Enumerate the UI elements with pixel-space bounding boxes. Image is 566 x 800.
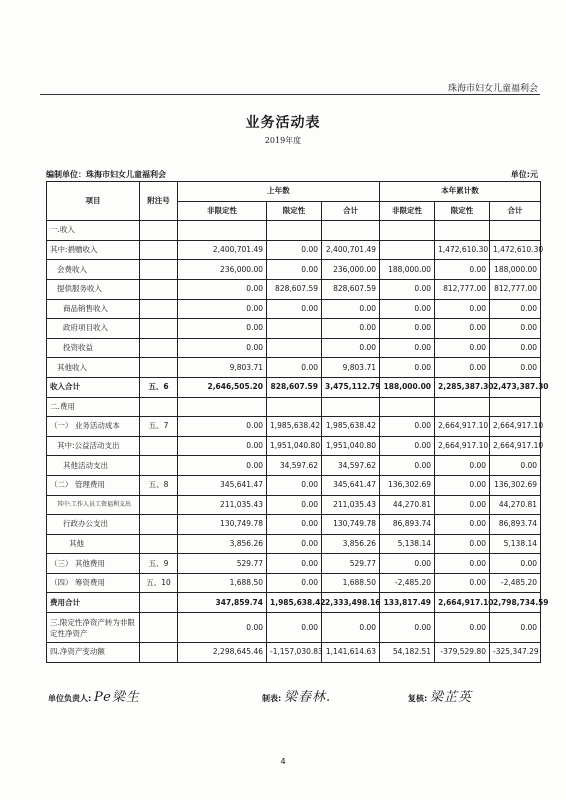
cell-prev-unrestricted: 345,641.47 [178, 475, 267, 495]
cell-prev-restricted: 0.00 [267, 475, 322, 495]
signature-maker-label: 制表: [262, 694, 282, 703]
cell-prev-unrestricted: 3,856.26 [178, 534, 267, 554]
cell-curr-restricted: 2,664,917.10 [435, 593, 490, 613]
cell-prev-unrestricted [178, 221, 267, 241]
signature-head [48, 686, 140, 705]
row-note [140, 358, 178, 378]
header-prev-total: 合计 [322, 201, 380, 221]
row-note: 五、8 [140, 475, 178, 495]
cell-curr-unrestricted: 0.00 [380, 613, 435, 643]
row-item-label: 二.费用 [47, 397, 140, 417]
cell-curr-total: 2,664,917.10 [490, 436, 541, 456]
cell-prev-total: 0.00 [322, 613, 380, 643]
cell-curr-total: 0.00 [490, 299, 541, 319]
cell-prev-unrestricted: 2,646,505.20 [178, 377, 267, 397]
row-note [140, 338, 178, 358]
cell-prev-total: 211,035.43 [322, 495, 380, 515]
cell-prev-total: 1,688.50 [322, 573, 380, 593]
cell-prev-restricted: 0.00 [267, 573, 322, 593]
cell-curr-unrestricted: 0.00 [380, 417, 435, 437]
row-note [140, 397, 178, 417]
signature-maker-mark: 梁春林. [284, 690, 332, 705]
signature-checker-label: 复核: [408, 694, 428, 703]
row-item-label: 提供服务收入 [47, 279, 140, 299]
cell-prev-unrestricted: 9,803.71 [178, 358, 267, 378]
cell-curr-total: 812,777.00 [490, 279, 541, 299]
cell-curr-unrestricted [380, 240, 435, 260]
row-item-label: 会费收入 [47, 260, 140, 280]
cell-curr-restricted: 0.00 [435, 534, 490, 554]
cell-curr-total: 136,302.69 [490, 475, 541, 495]
cell-prev-total: 1,141,614.63 [322, 643, 380, 663]
signature-checker [408, 686, 472, 705]
cell-prev-unrestricted: 0.00 [178, 319, 267, 339]
cell-curr-unrestricted: 0.00 [380, 358, 435, 378]
cell-prev-restricted: 1,985,638.42 [267, 593, 322, 613]
cell-prev-restricted: 0.00 [267, 240, 322, 260]
row-note [140, 456, 178, 476]
cell-prev-restricted: 0.00 [267, 554, 322, 574]
row-item-label: 其他 [47, 534, 140, 554]
cell-curr-restricted: 0.00 [435, 495, 490, 515]
cell-curr-unrestricted: 0.00 [380, 554, 435, 574]
row-note: 五、9 [140, 554, 178, 574]
cell-prev-restricted: 0.00 [267, 358, 322, 378]
table-row [47, 338, 541, 358]
row-note [140, 260, 178, 280]
row-item-label: 政府项目收入 [47, 319, 140, 339]
cell-prev-restricted: -1,157,030.83 [267, 643, 322, 663]
table-row [47, 573, 541, 593]
row-item-label: 三.限定性净资产转为非限定性净资产 [47, 613, 140, 643]
cell-prev-unrestricted [178, 397, 267, 417]
row-note [140, 593, 178, 613]
table-row [47, 240, 541, 260]
cell-curr-unrestricted [380, 397, 435, 417]
cell-prev-unrestricted: 2,400,701.49 [178, 240, 267, 260]
cell-curr-total: 2,664,917.10 [490, 417, 541, 437]
table-row [47, 515, 541, 535]
row-item-label: （三） 其他费用 [47, 554, 140, 574]
cell-prev-unrestricted: 0.00 [178, 417, 267, 437]
preparing-unit: 编制单位：珠海市妇女儿童福利会 [46, 170, 166, 179]
cell-prev-total: 3,856.26 [322, 534, 380, 554]
cell-prev-unrestricted: 236,000.00 [178, 260, 267, 280]
cell-prev-total [322, 221, 380, 241]
cell-prev-restricted: 1,985,638.42 [267, 417, 322, 437]
cell-curr-restricted: 0.00 [435, 573, 490, 593]
cell-curr-restricted: 1,472,610.30 [435, 240, 490, 260]
cell-prev-restricted [267, 338, 322, 358]
currency-unit: 单位:元 [510, 170, 538, 179]
table-row [47, 613, 541, 643]
row-note [140, 299, 178, 319]
row-note [140, 279, 178, 299]
row-item-label: 费用合计 [47, 593, 140, 613]
cell-curr-total: 0.00 [490, 338, 541, 358]
cell-prev-restricted: 0.00 [267, 515, 322, 535]
cell-prev-total: 9,803.71 [322, 358, 380, 378]
cell-prev-unrestricted: 0.00 [178, 456, 267, 476]
cell-curr-restricted: 0.00 [435, 338, 490, 358]
cell-curr-restricted: 0.00 [435, 515, 490, 535]
cell-prev-restricted: 828,607.59 [267, 377, 322, 397]
cell-prev-total: 3,475,112.79 [322, 377, 380, 397]
cell-prev-unrestricted: 0.00 [178, 299, 267, 319]
row-item-label: 其中:公益活动支出 [47, 436, 140, 456]
cell-curr-unrestricted: 188,000.00 [380, 260, 435, 280]
cell-prev-restricted: 828,607.59 [267, 279, 322, 299]
table-row [47, 221, 541, 241]
cell-prev-restricted: 0.00 [267, 534, 322, 554]
cell-curr-total [490, 397, 541, 417]
row-note [140, 643, 178, 663]
cell-prev-restricted: 0.00 [267, 260, 322, 280]
header-prev-year: 上年数 [178, 182, 380, 202]
row-note [140, 240, 178, 260]
table-row [47, 554, 541, 574]
table-row [47, 319, 541, 339]
cell-curr-total: 0.00 [490, 319, 541, 339]
cell-curr-total: 2,473,387.30 [490, 377, 541, 397]
row-note [140, 319, 178, 339]
row-item-label: 其他收入 [47, 358, 140, 378]
cell-curr-restricted: -379,529.80 [435, 643, 490, 663]
cell-curr-restricted: 2,664,917.10 [435, 436, 490, 456]
cell-prev-unrestricted: 2,298,645.46 [178, 643, 267, 663]
cell-prev-unrestricted: 1,688.50 [178, 573, 267, 593]
document-title: 业务活动表 [245, 115, 321, 131]
row-item-label: 一.收入 [47, 221, 140, 241]
row-item-label: 收入合计 [47, 377, 140, 397]
cell-prev-total: 1,951,040.80 [322, 436, 380, 456]
cell-curr-restricted: 0.00 [435, 358, 490, 378]
cell-prev-total: 2,400,701.49 [322, 240, 380, 260]
row-note [140, 495, 178, 515]
table-row [47, 299, 541, 319]
header-note: 附注号 [140, 182, 178, 221]
cell-prev-restricted: 0.00 [267, 613, 322, 643]
cell-prev-total: 2,333,498.16 [322, 593, 380, 613]
row-note [140, 515, 178, 535]
row-item-label: 其他活动支出 [47, 456, 140, 476]
cell-curr-restricted: 2,664,917.10 [435, 417, 490, 437]
cell-curr-restricted: 2,285,387.30 [435, 377, 490, 397]
cell-curr-unrestricted: -2,485.20 [380, 573, 435, 593]
cell-prev-total: 130,749.78 [322, 515, 380, 535]
cell-curr-restricted [435, 221, 490, 241]
cell-prev-total: 345,641.47 [322, 475, 380, 495]
cell-curr-unrestricted: 0.00 [380, 338, 435, 358]
cell-curr-unrestricted: 0.00 [380, 319, 435, 339]
row-note: 五、6 [140, 377, 178, 397]
row-item-label: （四） 筹资费用 [47, 573, 140, 593]
cell-prev-restricted [267, 319, 322, 339]
row-item-label: 投资收益 [47, 338, 140, 358]
cell-prev-total: 0.00 [322, 299, 380, 319]
cell-curr-total: 0.00 [490, 358, 541, 378]
header-curr-restricted: 限定性 [435, 201, 490, 221]
cell-prev-restricted [267, 221, 322, 241]
cell-prev-total: 1,985,638.42 [322, 417, 380, 437]
table-row [47, 397, 541, 417]
row-item-label: 其中:工作人员工资福利支出 [47, 495, 140, 515]
document-year: 2019年度 [264, 136, 302, 145]
table-row [47, 495, 541, 515]
row-item-label: 商品销售收入 [47, 299, 140, 319]
table-row [47, 456, 541, 476]
cell-curr-restricted: 0.00 [435, 613, 490, 643]
cell-curr-unrestricted: 133,817.49 [380, 593, 435, 613]
cell-curr-total: 0.00 [490, 456, 541, 476]
cell-curr-unrestricted: 0.00 [380, 279, 435, 299]
cell-prev-unrestricted: 347,859.74 [178, 593, 267, 613]
cell-prev-restricted: 0.00 [267, 495, 322, 515]
cell-curr-restricted: 0.00 [435, 319, 490, 339]
row-item-label: （一） 业务活动成本 [47, 417, 140, 437]
activity-table [46, 181, 549, 663]
cell-curr-unrestricted [380, 221, 435, 241]
row-item-label: （二） 管理费用 [47, 475, 140, 495]
cell-curr-unrestricted: 0.00 [380, 299, 435, 319]
header-prev-restricted: 限定性 [267, 201, 322, 221]
header-rule [40, 94, 540, 95]
cell-prev-restricted: 34,597.62 [267, 456, 322, 476]
cell-prev-restricted: 1,951,040.80 [267, 436, 322, 456]
row-note [140, 534, 178, 554]
cell-prev-restricted [267, 397, 322, 417]
cell-curr-unrestricted: 0.00 [380, 456, 435, 476]
table-row [47, 475, 541, 495]
header-curr-year: 本年累计数 [380, 182, 541, 202]
header-prev-unrestricted: 非限定性 [178, 201, 267, 221]
signature-head-mark: Pe梁生 [94, 690, 140, 705]
cell-prev-unrestricted: 0.00 [178, 338, 267, 358]
row-item-label: 行政办公支出 [47, 515, 140, 535]
cell-prev-total: 828,607.59 [322, 279, 380, 299]
cell-curr-total: 2,798,734.59 [490, 593, 541, 613]
table-row [47, 358, 541, 378]
cell-prev-total: 236,000.00 [322, 260, 380, 280]
cell-curr-total: 86,893.74 [490, 515, 541, 535]
cell-prev-total: 0.00 [322, 319, 380, 339]
cell-prev-unrestricted: 130,749.78 [178, 515, 267, 535]
cell-curr-restricted: 0.00 [435, 554, 490, 574]
row-item-label: 其中:捐赠收入 [47, 240, 140, 260]
row-note: 五、7 [140, 417, 178, 437]
cell-curr-total: 5,138.14 [490, 534, 541, 554]
cell-curr-unrestricted: 0.00 [380, 436, 435, 456]
header-item: 项目 [47, 182, 140, 221]
cell-curr-total: 1,472,610.30 [490, 240, 541, 260]
cell-curr-restricted: 0.00 [435, 260, 490, 280]
cell-prev-unrestricted: 211,035.43 [178, 495, 267, 515]
cell-prev-unrestricted: 0.00 [178, 436, 267, 456]
signature-maker [262, 686, 331, 705]
cell-prev-total: 529.77 [322, 554, 380, 574]
row-note: 五、10 [140, 573, 178, 593]
cell-prev-restricted: 0.00 [267, 299, 322, 319]
cell-curr-unrestricted: 188,000.00 [380, 377, 435, 397]
cell-curr-restricted: 0.00 [435, 299, 490, 319]
header-organization: 珠海市妇女儿童福利会 [447, 84, 538, 94]
cell-curr-restricted: 0.00 [435, 475, 490, 495]
cell-curr-restricted: 0.00 [435, 456, 490, 476]
table-row [47, 377, 541, 397]
table-row [47, 534, 541, 554]
cell-prev-unrestricted: 0.00 [178, 279, 267, 299]
cell-curr-restricted: 812,777.00 [435, 279, 490, 299]
cell-prev-total: 34,597.62 [322, 456, 380, 476]
cell-prev-total: 0.00 [322, 338, 380, 358]
table-row [47, 436, 541, 456]
page-number: 4 [280, 757, 286, 766]
cell-curr-total: 44,270.81 [490, 495, 541, 515]
cell-curr-unrestricted: 5,138.14 [380, 534, 435, 554]
table-row [47, 279, 541, 299]
cell-curr-unrestricted: 86,893.74 [380, 515, 435, 535]
row-note [140, 436, 178, 456]
cell-curr-total: 0.00 [490, 554, 541, 574]
cell-curr-total: 0.00 [490, 613, 541, 643]
row-note [140, 613, 178, 643]
cell-curr-restricted [435, 397, 490, 417]
signature-head-label: 单位负责人: [48, 694, 92, 703]
cell-prev-unrestricted: 529.77 [178, 554, 267, 574]
table-row [47, 593, 541, 613]
cell-curr-total: 188,000.00 [490, 260, 541, 280]
cell-curr-unrestricted: 136,302.69 [380, 475, 435, 495]
row-item-label: 四.净资产变动额 [47, 643, 140, 663]
cell-curr-unrestricted: 44,270.81 [380, 495, 435, 515]
table-row [47, 643, 541, 663]
cell-curr-total: -325,347.29 [490, 643, 541, 663]
table-row [47, 417, 541, 437]
cell-curr-total [490, 221, 541, 241]
signature-checker-mark: 梁芷英 [430, 690, 473, 705]
cell-curr-unrestricted: 54,182.51 [380, 643, 435, 663]
cell-prev-unrestricted: 0.00 [178, 613, 267, 643]
table-row [47, 260, 541, 280]
header-curr-unrestricted: 非限定性 [380, 201, 435, 221]
row-note [140, 221, 178, 241]
header-curr-total: 合计 [490, 201, 541, 221]
cell-curr-total: -2,485.20 [490, 573, 541, 593]
cell-prev-total [322, 397, 380, 417]
